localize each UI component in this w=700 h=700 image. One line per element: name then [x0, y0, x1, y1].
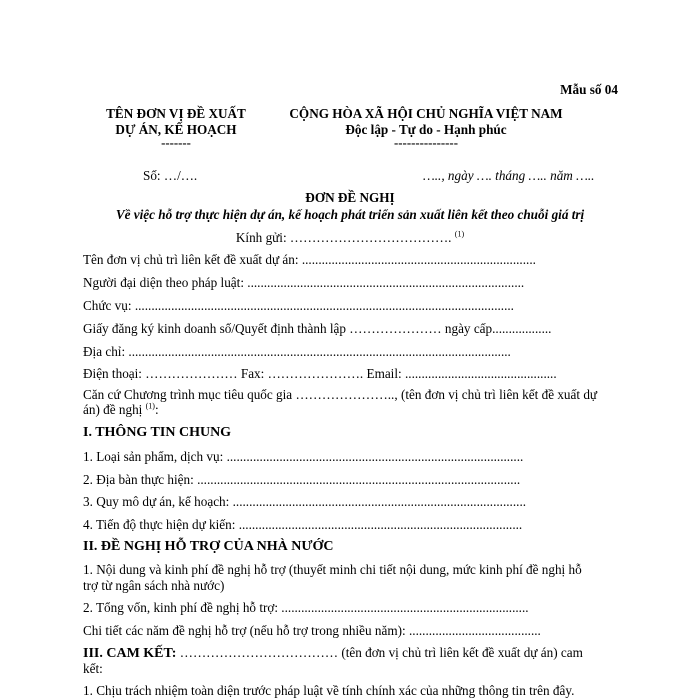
recipient-footnote: (1)	[454, 229, 465, 239]
section1-item-1: 1. Loại sản phẩm, dịch vụ: ..........................................................................................	[83, 449, 524, 464]
section1-item-4: 4. Tiến độ thực hiện dự kiến: ......................................................................................	[83, 517, 523, 532]
section3-line2: kết:	[83, 661, 103, 676]
form-subtitle: Về việc hỗ trợ thực hiện dự án, kế hoạch phát triển sản xuất liên kết theo chuỗi giá trị	[115, 207, 585, 222]
proposing-unit-line2: DỰ ÁN, KẾ HOẠCH	[115, 122, 237, 137]
section3-heading: III. CAM KẾT:	[83, 646, 177, 661]
document-number: Số: …/….	[143, 168, 198, 183]
address-field: Địa chỉ: ....................................................................................................................	[83, 344, 511, 359]
proposing-unit-line1: TÊN ĐƠN VỊ ĐỀ XUẤT	[106, 106, 246, 121]
section2-item1-line1: 1. Nội dung và kinh phí đề nghị hỗ trợ (thuyết minh chi tiết nội dung, mức kinh phí đề nghị hỗ	[83, 562, 582, 577]
basis-line1: Căn cứ Chương trình mục tiêu quốc gia ………………….., (tên đơn vị chủ trì liên kết đề xuất dự	[83, 387, 598, 402]
unit-name-field: Tên đơn vị chủ trì liên kết đề xuất dự án: .......................................................................	[83, 252, 536, 267]
contact-field: Điện thoại: ………………… Fax: …………………. Email: ..............................................	[83, 366, 557, 381]
business-registration-field: Giấy đăng ký kinh doanh số/Quyết định thành lập ………………… ngày cấp..................	[83, 321, 552, 336]
recipient-text: Kính gửi: ……………………………….	[235, 230, 452, 245]
document-date: ….., ngày …. tháng ….. năm …..	[423, 168, 595, 183]
left-header-rule: -------	[161, 136, 191, 150]
section1-item-2: 2. Địa bàn thực hiện: ..................................................................................................	[83, 472, 521, 487]
basis-line2	[83, 402, 159, 418]
basis-colon: :	[154, 402, 159, 417]
national-title: CỘNG HÒA XÃ HỘI CHỦ NGHĨA VIỆT NAM	[289, 106, 563, 121]
basis-text: án) đề nghị	[83, 402, 143, 417]
section1-heading: I. THÔNG TIN CHUNG	[83, 425, 232, 440]
basis-footnote: (1)	[145, 401, 155, 411]
form-number: Mẫu số 04	[560, 82, 618, 97]
position-field: Chức vụ: ...................................................................................................................	[83, 298, 514, 313]
section3-item1: 1. Chịu trách nhiệm toàn diện trước pháp luật về tính chính xác của những thông tin trên đây.	[83, 683, 575, 698]
section3-line1	[83, 645, 583, 662]
section2-heading: II. ĐỀ NGHỊ HỖ TRỢ CỦA NHÀ NƯỚC	[83, 539, 334, 554]
recipient-line	[0, 230, 700, 246]
form-title: ĐƠN ĐỀ NGHỊ	[305, 190, 395, 205]
section2-item1-line2: trợ từ ngân sách nhà nước)	[83, 578, 225, 593]
section3-heading-rest: ……………………………… (tên đơn vị chủ trì liên kết đề xuất dự án) cam	[179, 645, 583, 660]
section1-item-3: 3. Quy mô dự án, kế hoạch: .........................................................................................	[83, 494, 527, 509]
legal-rep-field: Người đại diện theo pháp luật: ....................................................................................	[83, 275, 525, 290]
national-motto: Độc lập - Tự do - Hạnh phúc	[345, 122, 507, 137]
section2-item2: 2. Tổng vốn, kinh phí đề nghị hỗ trợ: ...........................................................................	[83, 600, 529, 615]
section2-detail: Chi tiết các năm đề nghị hỗ trợ (nếu hỗ trợ trong nhiều năm): ........................................	[83, 623, 541, 638]
right-header-rule: ---------------	[394, 136, 458, 150]
